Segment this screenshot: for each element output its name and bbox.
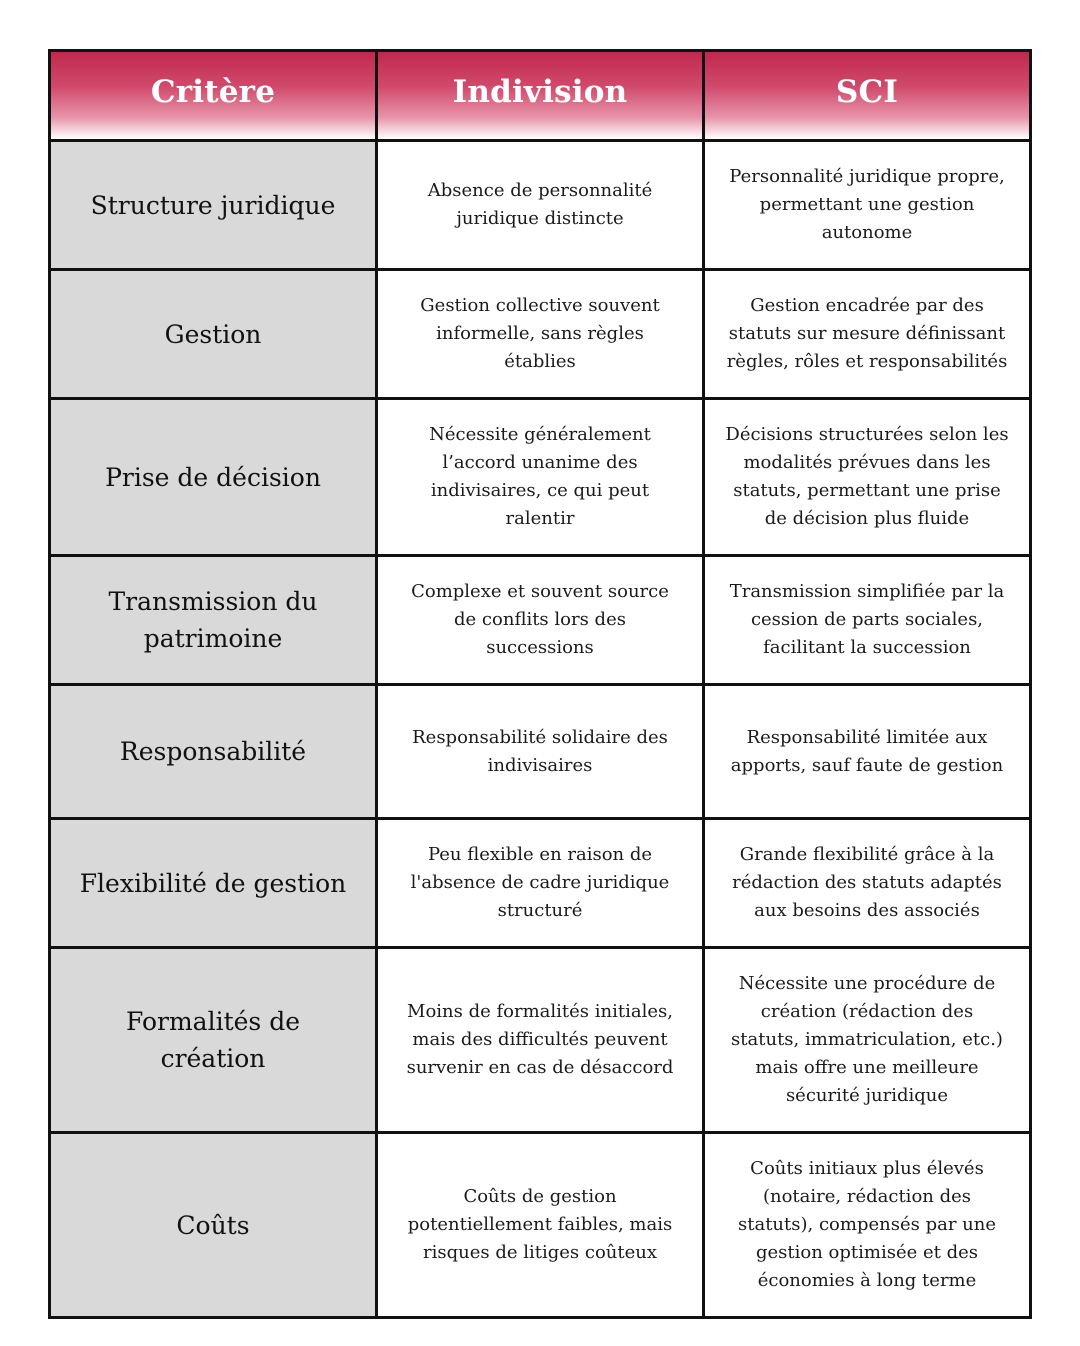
indivision-cell: Absence de personnalité juridique distincte: [378, 142, 705, 271]
criterion-cell: Transmission du patrimoine: [51, 557, 378, 686]
criterion-cell: Flexibilité de gestion: [51, 820, 378, 949]
indivision-cell: Gestion collective souvent informelle, sans règles établies: [378, 271, 705, 400]
criterion-cell: Formalités de création: [51, 949, 378, 1134]
indivision-cell: Peu flexible en raison de l'absence de cadre juridique structuré: [378, 820, 705, 949]
criterion-cell: Prise de décision: [51, 400, 378, 557]
criterion-cell: Responsabilité: [51, 686, 378, 820]
indivision-cell: Nécessite généralement l’accord unanime des indivisaires, ce qui peut ralentir: [378, 400, 705, 557]
indivision-cell: Moins de formalités initiales, mais des difficultés peuvent survenir en cas de désaccord: [378, 949, 705, 1134]
criterion-cell: Coûts: [51, 1134, 378, 1316]
sci-cell: Décisions structurées selon les modalités prévues dans les statuts, permettant une prise de décision plus fluide: [705, 400, 1029, 557]
sci-cell: Transmission simplifiée par la cession de parts sociales, facilitant la succession: [705, 557, 1029, 686]
indivision-cell: Responsabilité solidaire des indivisaires: [378, 686, 705, 820]
sci-cell: Responsabilité limitée aux apports, sauf faute de gestion: [705, 686, 1029, 820]
header-sci: SCI: [705, 52, 1029, 142]
comparison-table: [48, 49, 1032, 1319]
criterion-cell: Gestion: [51, 271, 378, 400]
criterion-cell: Structure juridique: [51, 142, 378, 271]
sci-cell: Grande flexibilité grâce à la rédaction des statuts adaptés aux besoins des associés: [705, 820, 1029, 949]
indivision-cell: Complexe et souvent source de conflits lors des successions: [378, 557, 705, 686]
indivision-cell: Coûts de gestion potentiellement faibles, mais risques de litiges coûteux: [378, 1134, 705, 1316]
sci-cell: Gestion encadrée par des statuts sur mesure définissant règles, rôles et responsabilités: [705, 271, 1029, 400]
header-criterion: Critère: [51, 52, 378, 142]
sci-cell: Nécessite une procédure de création (rédaction des statuts, immatriculation, etc.) mais offre une meilleure sécurité juridique: [705, 949, 1029, 1134]
sci-cell: Personnalité juridique propre, permettant une gestion autonome: [705, 142, 1029, 271]
sci-cell: Coûts initiaux plus élevés (notaire, rédaction des statuts), compensés par une gestion optimisée et des économies à long terme: [705, 1134, 1029, 1316]
header-indivision: Indivision: [378, 52, 705, 142]
